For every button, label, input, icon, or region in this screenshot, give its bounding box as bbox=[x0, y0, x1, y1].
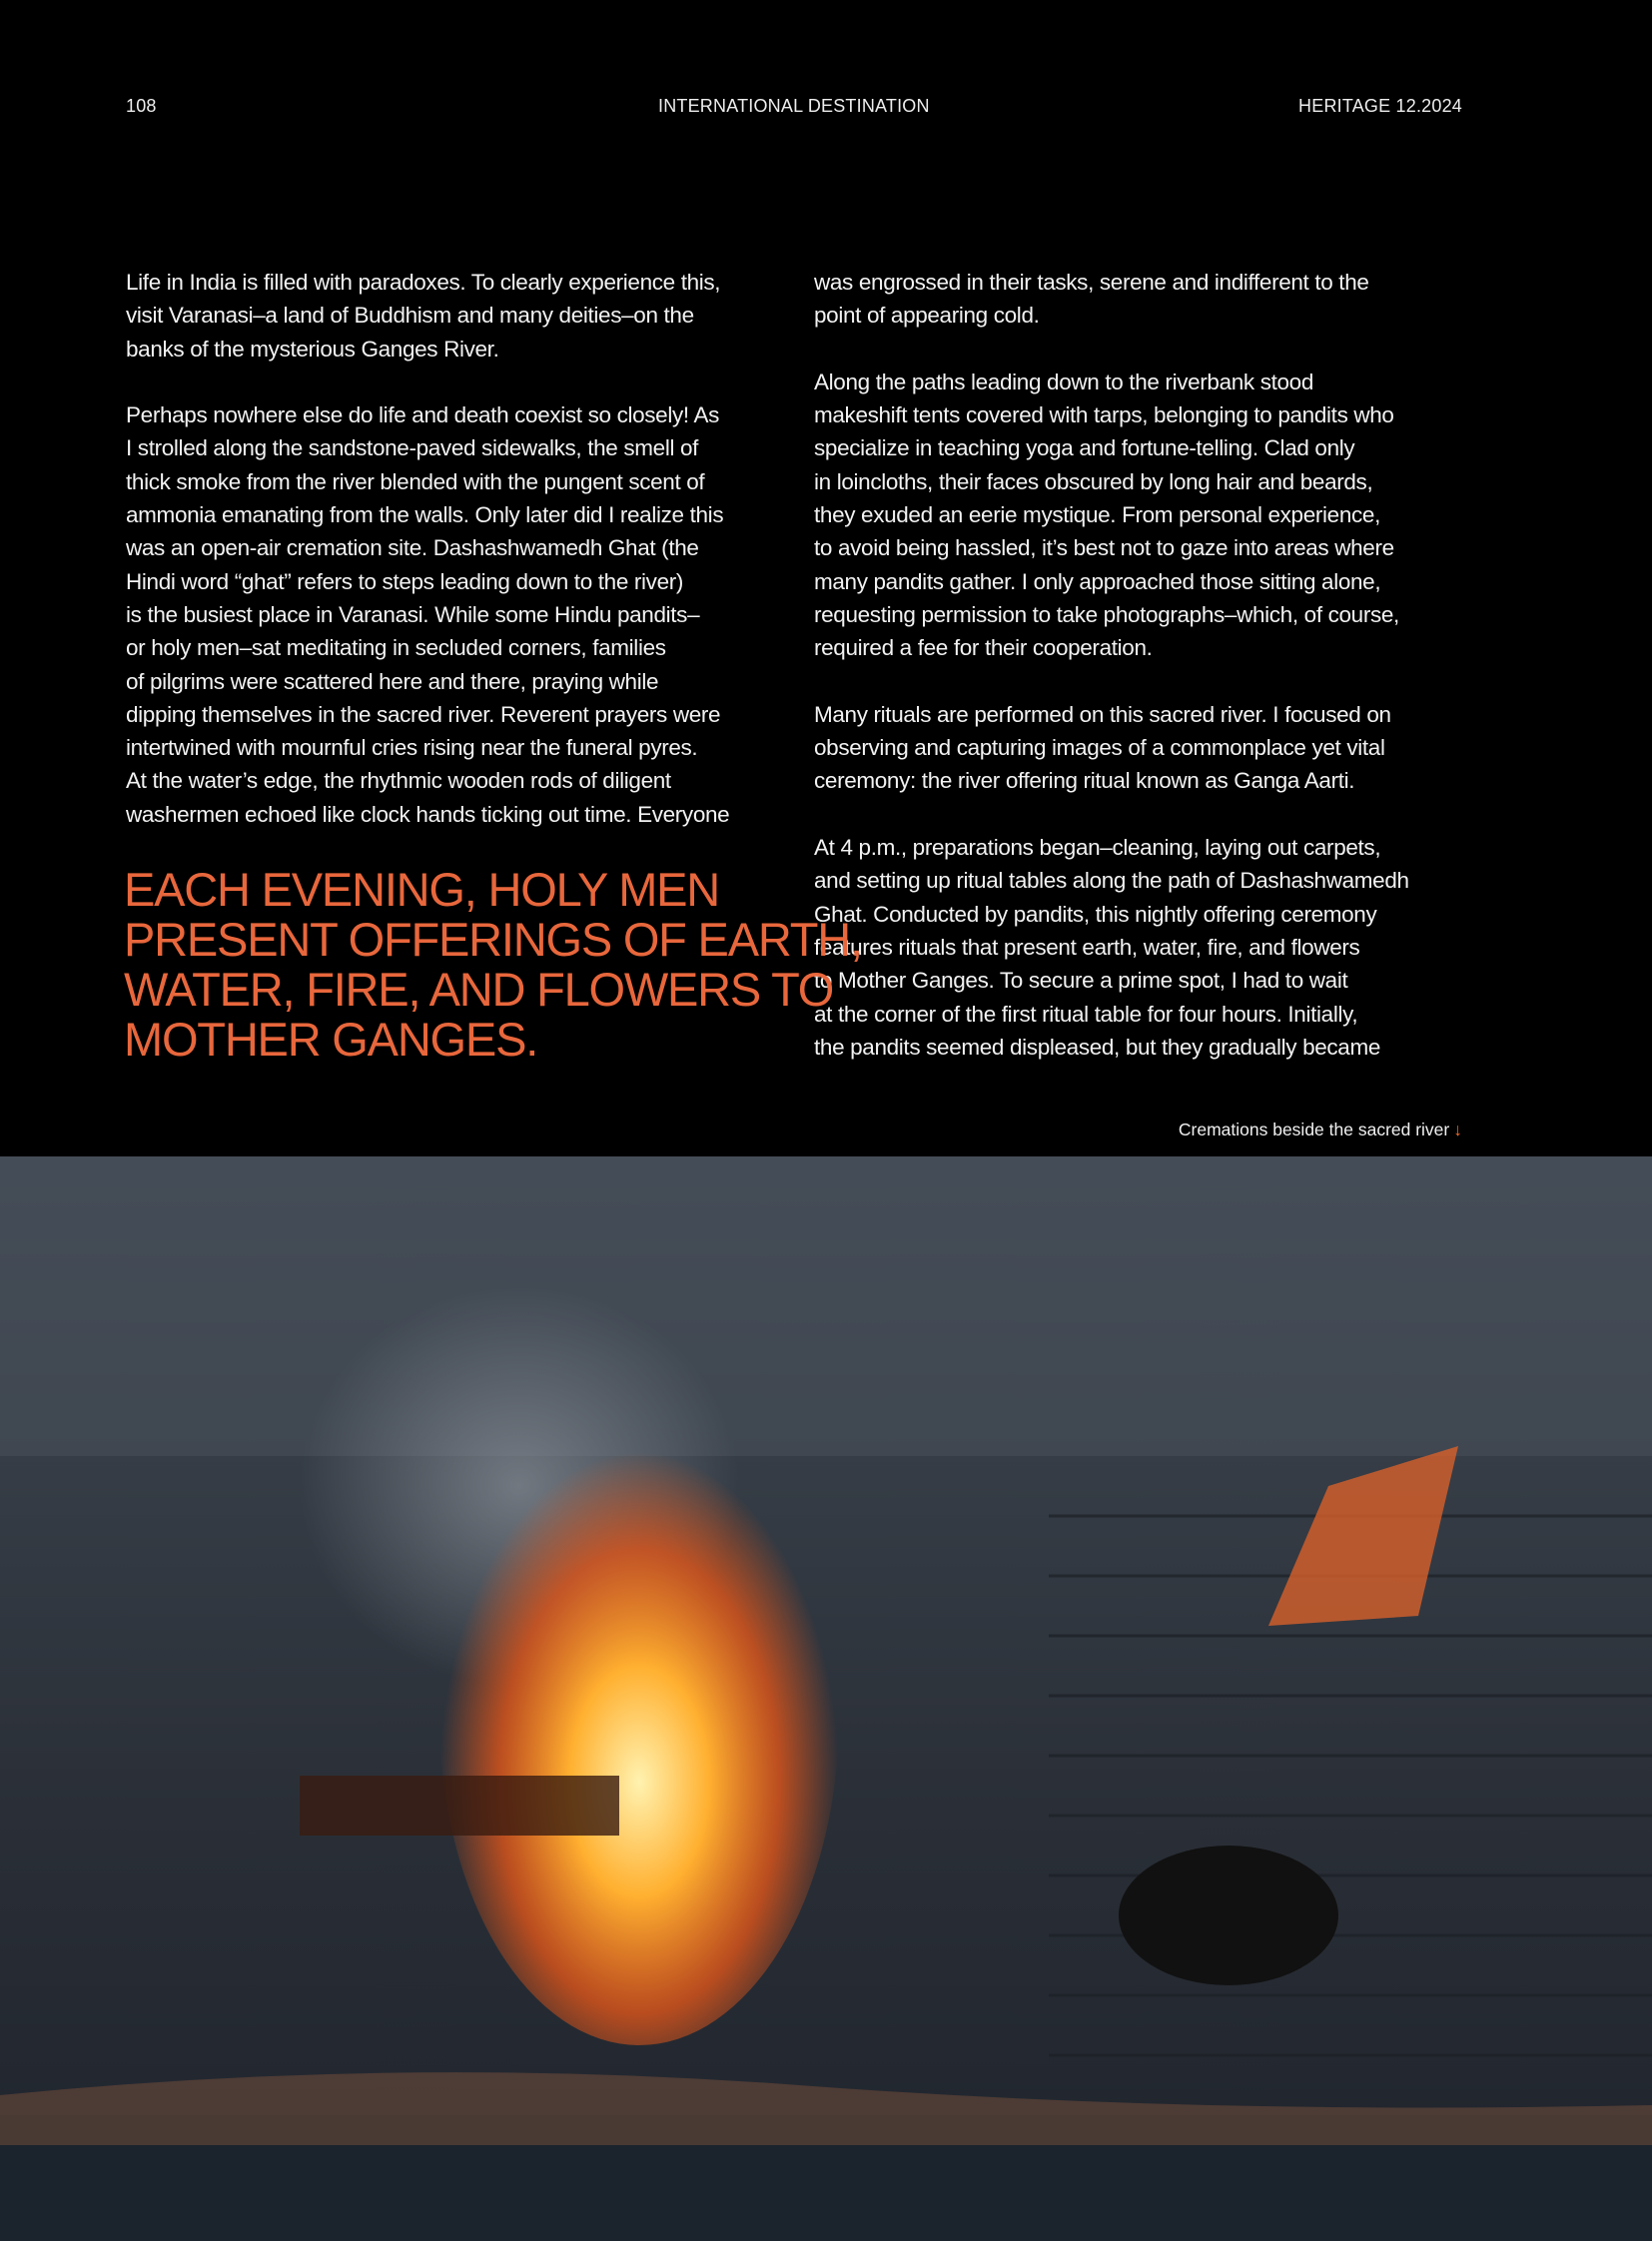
text-line: Ghat. Conducted by pandits, this nightly offering ceremony bbox=[814, 901, 1377, 927]
text-line: features rituals that present earth, water, fire, and flowers bbox=[814, 934, 1360, 960]
article-column-right bbox=[814, 266, 1409, 1097]
text-line: requesting permission to take photographs–which, of course, bbox=[814, 601, 1399, 627]
text-line: dipping themselves in the sacred river. Reverent prayers were bbox=[126, 701, 721, 727]
text-line: required a fee for their cooperation. bbox=[814, 635, 1153, 661]
pull-quote-line: MOTHER GANGES. bbox=[124, 1013, 538, 1066]
pull-quote-line: EACH EVENING, HOLY MEN bbox=[124, 863, 720, 916]
paragraph bbox=[814, 266, 1409, 333]
photo-caption bbox=[1179, 1120, 1462, 1140]
buffalo bbox=[1119, 1846, 1338, 1985]
text-line: was an open-air cremation site. Dashashwamedh Ghat (the bbox=[126, 535, 699, 561]
text-line: in loincloths, their faces obscured by long hair and beards, bbox=[814, 468, 1373, 494]
text-line: observing and capturing images of a commonplace yet vital bbox=[814, 735, 1385, 761]
text-line: I strolled along the sandstone-paved sidewalks, the smell of bbox=[126, 435, 699, 461]
paragraph bbox=[814, 831, 1409, 1064]
text-line: to Mother Ganges. To secure a prime spot, I had to wait bbox=[814, 968, 1348, 994]
page-number: 108 bbox=[126, 96, 157, 116]
text-line: ammonia emanating from the walls. Only later did I realize this bbox=[126, 502, 724, 528]
text-line: of pilgrims were scattered here and there, praying while bbox=[126, 668, 659, 694]
cremation-scene-illustration bbox=[0, 1156, 1652, 2241]
text-line: Along the paths leading down to the riverbank stood bbox=[814, 369, 1314, 394]
text-line: many pandits gather. I only approached those sitting alone, bbox=[814, 568, 1381, 594]
text-line: thick smoke from the river blended with the pungent scent of bbox=[126, 468, 705, 494]
caption-text: Cremations beside the sacred river bbox=[1178, 1120, 1450, 1139]
text-line: visit Varanasi–a land of Buddhism and many deities–on the bbox=[126, 303, 694, 329]
pull-quote bbox=[124, 865, 862, 1065]
cremation-photo bbox=[0, 1156, 1652, 2241]
text-line: or holy men–sat meditating in secluded corners, families bbox=[126, 635, 666, 661]
paragraph bbox=[814, 366, 1409, 665]
text-line: specialize in teaching yoga and fortune-telling. Clad only bbox=[814, 435, 1355, 461]
shrouded-body bbox=[1268, 1446, 1458, 1626]
text-line: ceremony: the river offering ritual known as Ganga Aarti. bbox=[814, 768, 1355, 794]
text-line: makeshift tents covered with tarps, belonging to pandits who bbox=[814, 402, 1394, 428]
paragraph bbox=[126, 266, 729, 366]
text-line: washermen echoed like clock hands ticking out time. Everyone bbox=[126, 801, 730, 827]
section-title: INTERNATIONAL DESTINATION bbox=[658, 96, 930, 116]
text-line: intertwined with mournful cries rising near the funeral pyres. bbox=[126, 735, 698, 761]
text-line: banks of the mysterious Ganges River. bbox=[126, 336, 499, 362]
text-line: at the corner of the first ritual table for four hours. Initially, bbox=[814, 1001, 1358, 1027]
text-line: the pandits seemed displeased, but they gradually became bbox=[814, 1034, 1381, 1060]
text-line: and setting up ritual tables along the path of Dashashwamedh bbox=[814, 868, 1409, 894]
pull-quote-line: WATER, FIRE, AND FLOWERS TO bbox=[124, 963, 834, 1016]
text-line: to avoid being hassled, it’s best not to gaze into areas where bbox=[814, 535, 1394, 561]
text-line: is the busiest place in Varanasi. While some Hindu pandits– bbox=[126, 601, 700, 627]
text-line: Many rituals are performed on this sacred river. I focused on bbox=[814, 701, 1391, 727]
text-line: At the water’s edge, the rhythmic wooden rods of diligent bbox=[126, 768, 671, 794]
text-line: point of appearing cold. bbox=[814, 303, 1040, 329]
text-line: Hindi word “ghat” refers to steps leading down to the river) bbox=[126, 568, 684, 594]
article-column-left bbox=[126, 266, 729, 864]
text-line: Perhaps nowhere else do life and death coexist so closely! As bbox=[126, 402, 720, 428]
paragraph bbox=[814, 698, 1409, 798]
text-line: At 4 p.m., preparations began–cleaning, laying out carpets, bbox=[814, 835, 1381, 861]
text-line: was engrossed in their tasks, serene and indifferent to the bbox=[814, 270, 1369, 295]
arrow-down-icon: ↓ bbox=[1453, 1120, 1462, 1139]
text-line: they exuded an eerie mystique. From personal experience, bbox=[814, 502, 1380, 528]
paragraph bbox=[126, 398, 729, 831]
issue-label: HERITAGE 12.2024 bbox=[1298, 96, 1462, 116]
text-line: Life in India is filled with paradoxes. To clearly experience this, bbox=[126, 270, 721, 295]
pull-quote-line: PRESENT OFFERINGS OF EARTH, bbox=[124, 913, 862, 966]
